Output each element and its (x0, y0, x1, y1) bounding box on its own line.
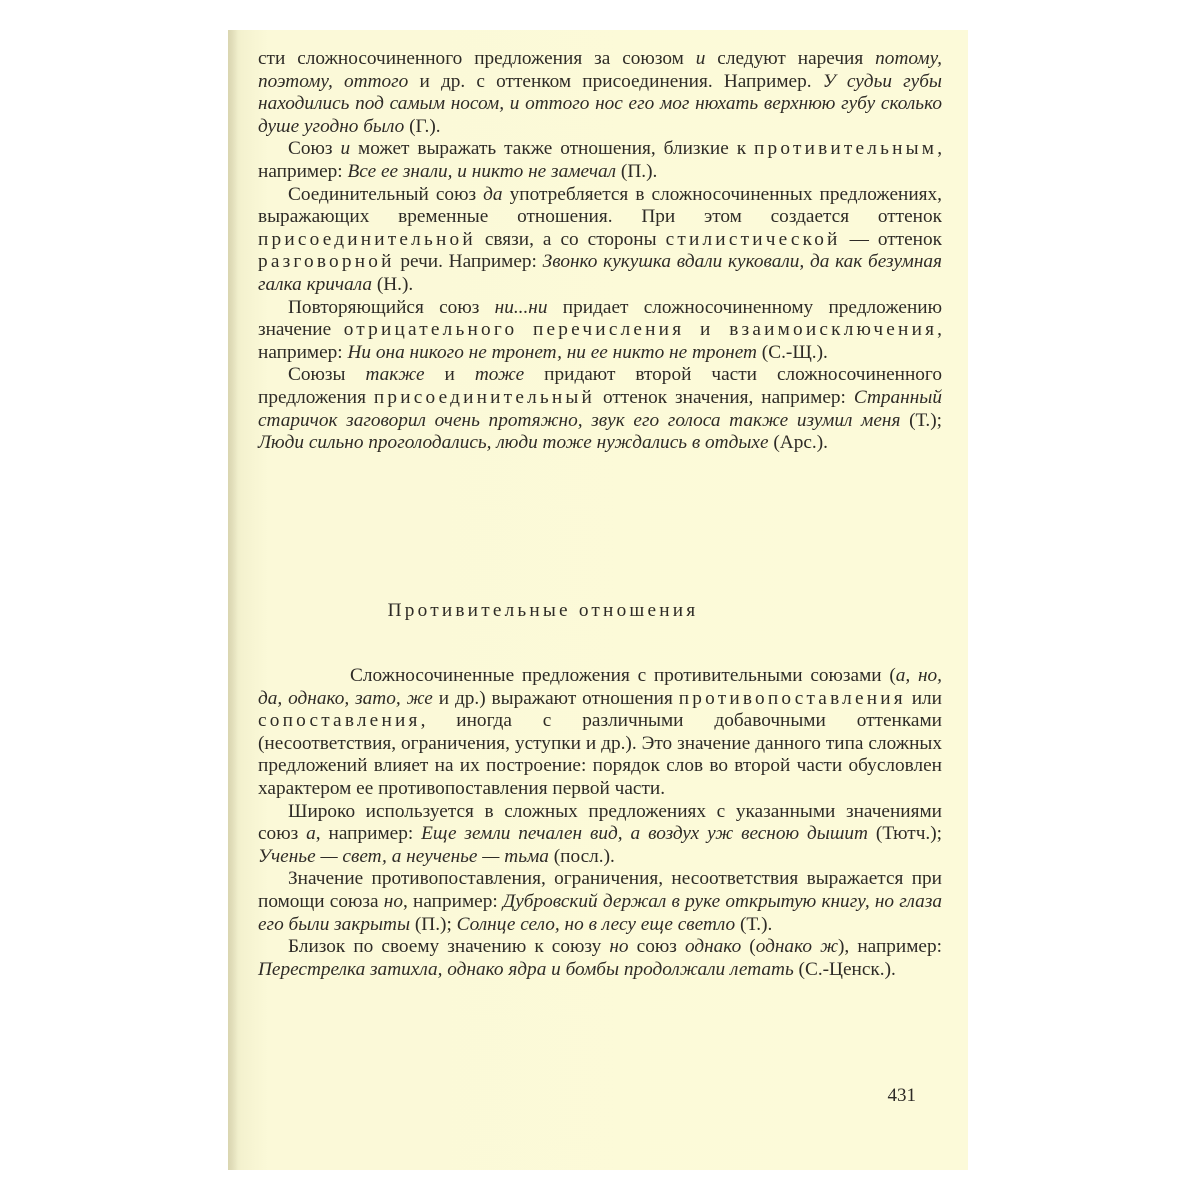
spaced-term: сопоставления (258, 710, 421, 732)
body-text: и (424, 364, 475, 386)
body-text: — оттенок (840, 228, 942, 250)
paragraph (258, 868, 942, 936)
example-text: Все ее знали, и никто не замечал (347, 160, 617, 182)
example-text: Люди сильно проголодались, люди тоже нуждались в отдыхе (258, 432, 769, 454)
example-text: ни...ни (494, 296, 548, 318)
body-text: (Н.). (372, 273, 414, 295)
body-text: связи, а со стороны (475, 228, 666, 250)
example-text: Дубровский держал в руке открытую книгу, но глаза его были закрыты (258, 890, 942, 935)
example-text: У судьи губы находились под самым носом, и оттого нос его мог нюхать верхнюю губу сколько душе угодно было (258, 70, 942, 137)
spaced-term: присоединительный (373, 386, 596, 408)
body-text: оттенок значения, например: (595, 386, 854, 408)
body-text: сти сложносочиненного предложения за союзом (258, 48, 696, 69)
paragraph (258, 138, 942, 183)
example-text: Солнце село, но в лесу еще светло (456, 913, 736, 935)
book-page (228, 30, 968, 1170)
paragraph (258, 936, 942, 981)
example-text: Ни она никого не тронет, ни ее никто не тронет (347, 341, 757, 363)
body-text: и др.) выражают отношения (432, 687, 679, 709)
body-text: Значение противопоставления, ограничения, несоответствия выражается при помощи союза (258, 868, 942, 912)
body-text: ), например: (838, 936, 942, 958)
body-text: Повторяющийся союз (288, 296, 495, 318)
example-text: а, но, да, однако, зато, же (258, 665, 943, 709)
body-text: Союзы (288, 364, 366, 386)
body-text: может выражать также отношения, близкие к (350, 138, 754, 160)
body-text: употребляется в сложносочиненных предложениях, выражающих временные отношения. При этом создается оттенок (258, 183, 942, 228)
body-text: ( (741, 936, 756, 958)
example-text: тоже (474, 364, 525, 386)
paragraph (258, 665, 942, 801)
example-text: Странный старичок заговорил очень протяжно, звук его голоса также изумил меня (258, 386, 942, 431)
example-text: Ученье — свет, а неученье — тьма (258, 845, 549, 867)
spaced-term: противительным (754, 138, 938, 160)
body-text: придают второй части сложносочиненного предложения (258, 364, 942, 408)
spaced-term: присоединительной (258, 228, 476, 250)
example-text: да (483, 183, 503, 205)
example-text: Еще земли печален вид, а воздух уж весною дышит (421, 823, 868, 845)
body-text: Близок по своему значению к союзу (288, 936, 610, 958)
example-text: однако ж (755, 936, 839, 958)
body-text: придает сложносочиненному предложению значение (258, 296, 942, 341)
example-text: Звонко кукушка вдали куковали, да как безумная галка кричала (258, 251, 942, 295)
body-text: (Т.). (735, 913, 773, 935)
body-text: , например: (315, 823, 422, 845)
body-text: (С.-Ценск.). (793, 958, 896, 980)
body-text: Союз (288, 138, 341, 160)
body-text: Широко используется в сложных предложениях с указанными значениями союз (258, 800, 942, 845)
body-text: (П.). (616, 160, 658, 182)
spaced-term: стилистической (665, 228, 841, 250)
example-text: но (383, 890, 404, 912)
body-text: Сложносочиненные предложения с противительными союзами ( (350, 665, 896, 686)
spaced-term: разговорной (258, 251, 395, 273)
body-text: или (905, 687, 942, 709)
body-text: Соединительный союз (288, 183, 484, 205)
paragraph (258, 801, 942, 869)
text-block-bottom (258, 665, 942, 981)
example-text: также (365, 364, 425, 386)
paragraph (258, 364, 942, 454)
example-text: и (695, 48, 706, 69)
body-text: (С.-Щ.). (756, 341, 828, 363)
example-text: и (340, 138, 351, 160)
body-text: (Г.). (404, 115, 441, 137)
example-text: потому, поэтому, оттого (258, 48, 942, 92)
body-text: (Тютч.); (867, 823, 943, 845)
body-text: , например: (403, 890, 503, 912)
page-number: 431 (887, 1085, 916, 1106)
body-text: (посл.). (548, 845, 615, 867)
body-text: , иногда с различными добавочными оттенками (несоответствия, ограничения, уступки и др.). Это значение данного типа сложных предложений влияет на их построение: порядок слов во второй части обусловлен характером ее противопоставления первой части. (258, 710, 942, 799)
section-heading: Противительные отношения (387, 600, 699, 621)
spaced-term: противопоставления (678, 687, 906, 709)
body-text: и др. с оттенком присоединения. Например. (408, 70, 823, 92)
text-block-top (258, 48, 942, 455)
body-text: следуют наречия (705, 48, 876, 69)
body-text: союз (628, 936, 685, 958)
body-text: речи. Например: (394, 251, 543, 273)
example-text: а (306, 823, 316, 845)
example-text: но (609, 936, 629, 958)
body-text: (Т.); (900, 409, 942, 431)
example-text: однако (684, 936, 742, 958)
paragraph (258, 48, 942, 138)
paragraph (258, 184, 942, 297)
body-text: , например: (258, 138, 943, 182)
body-text: (Арс.). (768, 432, 828, 454)
example-text: Перестрелка затихла, однако ядра и бомбы продолжали летать (258, 958, 794, 980)
body-text: , например: (258, 319, 942, 363)
paragraph (258, 297, 942, 365)
spaced-term: отрицательного перечисления и взаимоисключения (343, 319, 938, 341)
body-text: (П.); (410, 913, 457, 935)
